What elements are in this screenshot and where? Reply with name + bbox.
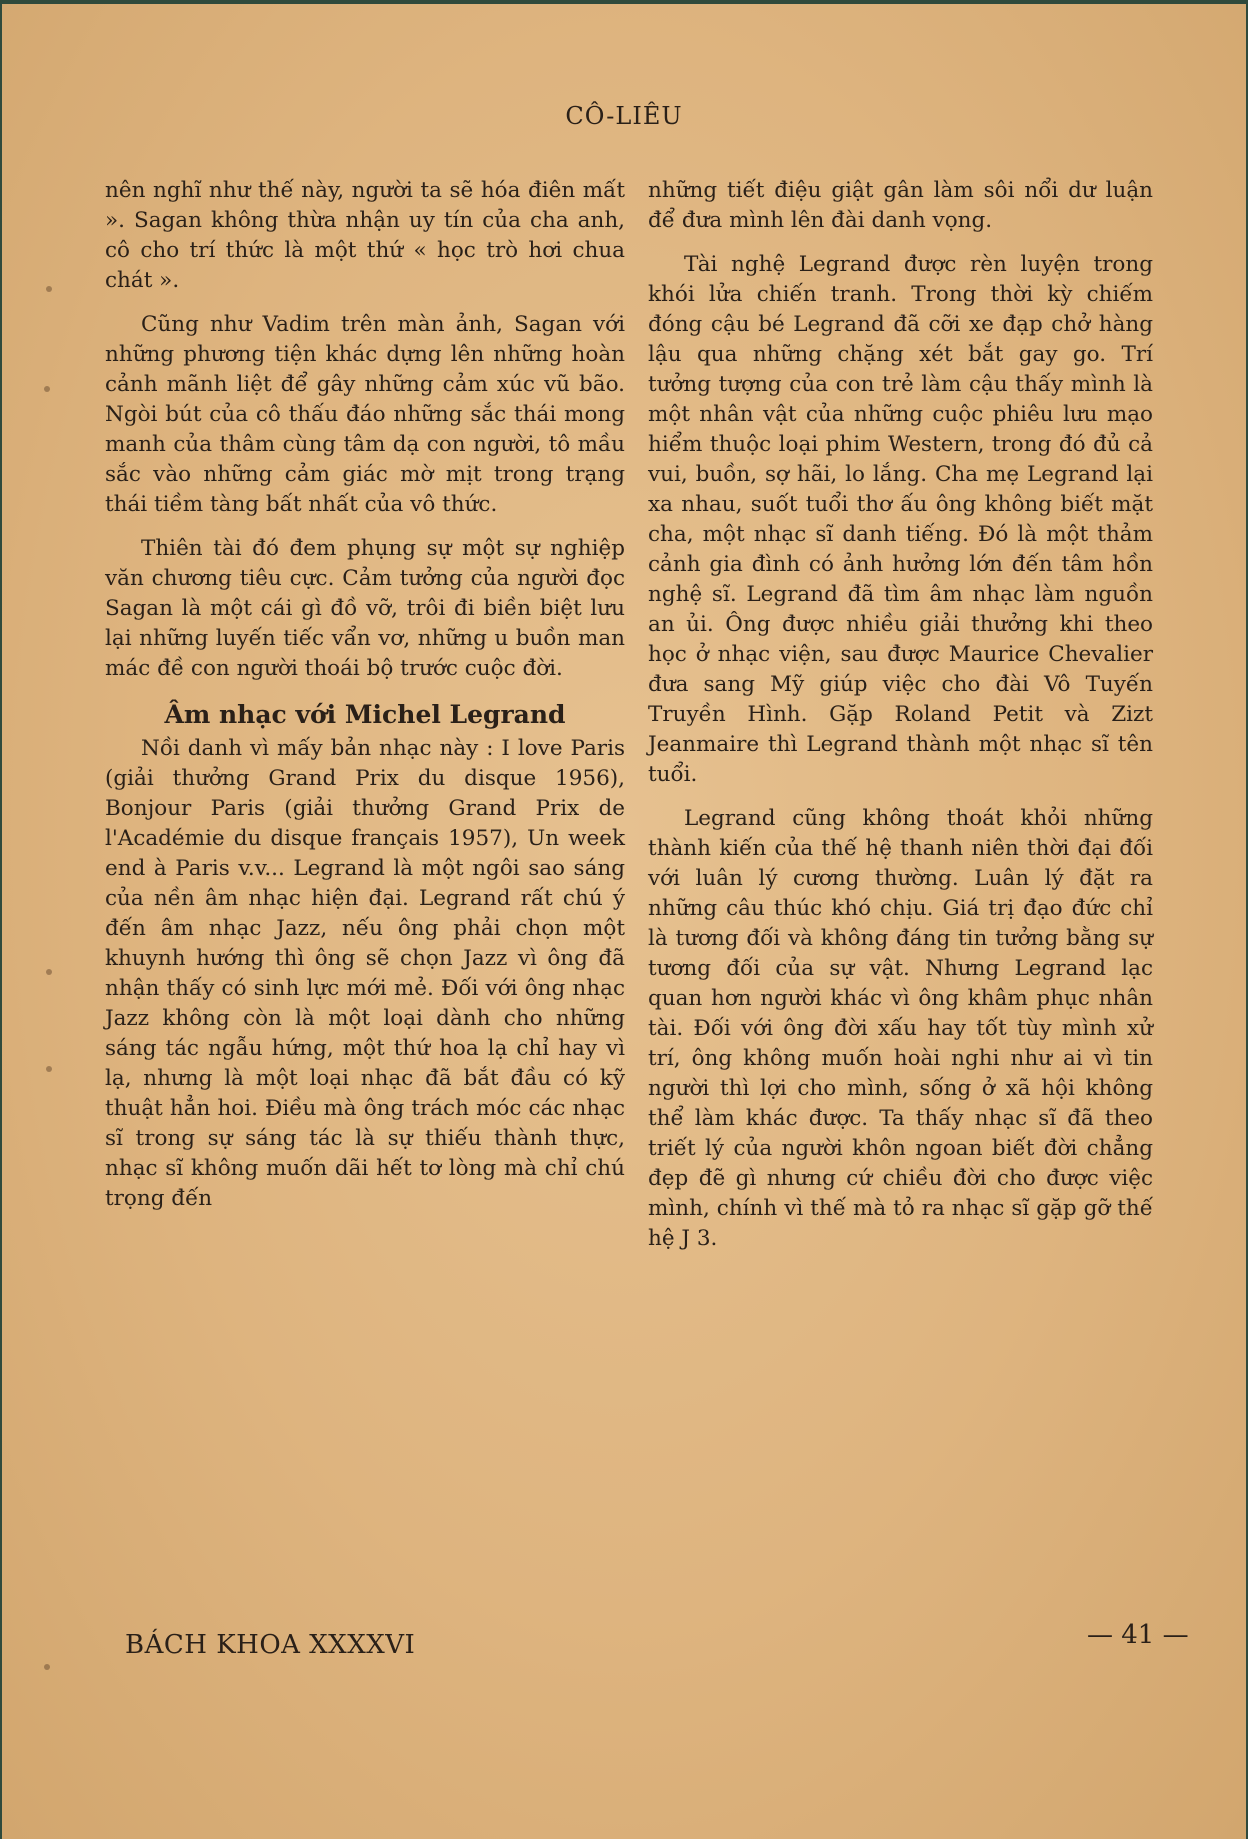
paragraph: nên nghĩ như thế này, người ta sẽ hóa điên mất ». Sagan không thừa nhận uy tín của cha anh, cô cho trí thức là một thứ « học trò hơi chua chát ». [105,178,625,293]
paragraph: Cũng như Vadim trên màn ảnh, Sagan với những phương tiện khác dựng lên những hoàn cảnh mãnh liệt để gây những cảm xúc vũ bão. Ngòi bút của cô thấu đáo những sắc thái mong manh của thâm cùng tâm dạ con người, tô mầu sắc vào những cảm giác mờ mịt trong trạng thái tiềm tàng bất nhất của vô thức. [105,312,625,517]
section-heading: Âm nhạc với Michel Legrand [164,700,566,729]
paper-spot [46,1066,52,1072]
page-number: — 41 — [1087,1620,1189,1650]
paragraph: Nồi danh vì mấy bản nhạc này : I love Paris (giải thưởng Grand Prix du disque 1956), Bonjour Paris (giải thưởng Grand Prix de l'Académie du disque français 1957), Un week end à Paris v.v... Legrand là một ngôi sao sáng của nền âm nhạc hiện đại. Legrand rất chú ý đến âm nhạc Jazz, nếu ông phải chọn một khuynh hướng thì ông sẽ chọn Jazz vì ông đã nhận thấy có sinh lực mới mẻ. Đối với ông nhạc Jazz không còn là một loại dành cho những sáng tác ngẫu hứng, một thứ hoa lạ chỉ hay vì lạ, nhưng là một loại nhạc đã bắt đầu có kỹ thuật hẳn hoi. Điều mà ông trách móc các nhạc sĩ trong sự sáng tác là sự thiếu thành thực, nhạc sĩ không muốn dãi hết tơ lòng mà chỉ chú trọng đến [105,736,625,1211]
paper-spot [46,969,52,975]
paragraph: Thiên tài đó đem phụng sự một sự nghiệp văn chương tiêu cực. Cảm tưởng của người đọc Sagan là một cái gì đồ vỡ, trôi đi biền biệt lưu lại những luyến tiếc vẩn vơ, những u buồn man mác đề con người thoái bộ trước cuộc đời. [105,536,625,681]
left-column [105,176,625,1228]
paragraph: những tiết điệu giật gân làm sôi nổi dư luận để đưa mình lên đài danh vọng. [648,178,1153,233]
running-header: CÔ-LIÊU [565,102,683,130]
right-column [648,176,1153,1268]
magazine-page [2,4,1246,1839]
publication-footer: BÁCH KHOA XXXXVI [125,1630,416,1660]
paragraph: Tài nghệ Legrand được rèn luyện trong khói lửa chiến tranh. Trong thời kỳ chiếm đóng cậu bé Legrand đã cỡi xe đạp chở hàng lậu qua những chặng xét bắt gay go. Trí tưởng tượng của con trẻ làm cậu thấy mình là một nhân vật của những cuộc phiêu lưu mạo hiểm thuộc loại phim Western, trong đó đủ cả vui, buồn, sợ hãi, lo lắng. Cha mẹ Legrand lại xa nhau, suốt tuổi thơ ấu ông không biết mặt cha, một nhạc sĩ danh tiếng. Đó là một thảm cảnh gia đình có ảnh hưởng lớn đến tâm hồn nghệ sĩ. Legrand đã tìm âm nhạc làm nguồn an ủi. Ông được nhiều giải thưởng khi theo học ở nhạc viện, sau được Maurice Chevalier đưa sang Mỹ giúp việc cho đài Vô Tuyến Truyền Hình. Gặp Roland Petit và Zizt Jeanmaire thì Legrand thành một nhạc sĩ tên tuổi. [648,252,1153,787]
paper-spot [46,286,52,292]
paper-spot [44,1664,50,1670]
paragraph: Legrand cũng không thoát khỏi những thành kiến của thế hệ thanh niên thời đại đối với luân lý cương thường. Luân lý đặt ra những câu thúc khó chịu. Giá trị đạo đức chỉ là tương đối và không đáng tin tưởng bằng sự tương đối của sự vật. Nhưng Legrand lạc quan hơn người khác vì ông khâm phục nhân tài. Đối với ông đời xấu hay tốt tùy mình xử trí, ông không muốn hoài nghi như ai vì tin người thì lợi cho mình, sống ở xã hội không thể làm khác được. Ta thấy nhạc sĩ đã theo triết lý của người khôn ngoan biết đời chẳng đẹp đẽ gì nhưng cứ chiều đời cho được việc mình, chính vì thế mà tỏ ra nhạc sĩ gặp gỡ thế hệ J 3. [648,806,1153,1251]
paper-spot [44,386,50,392]
